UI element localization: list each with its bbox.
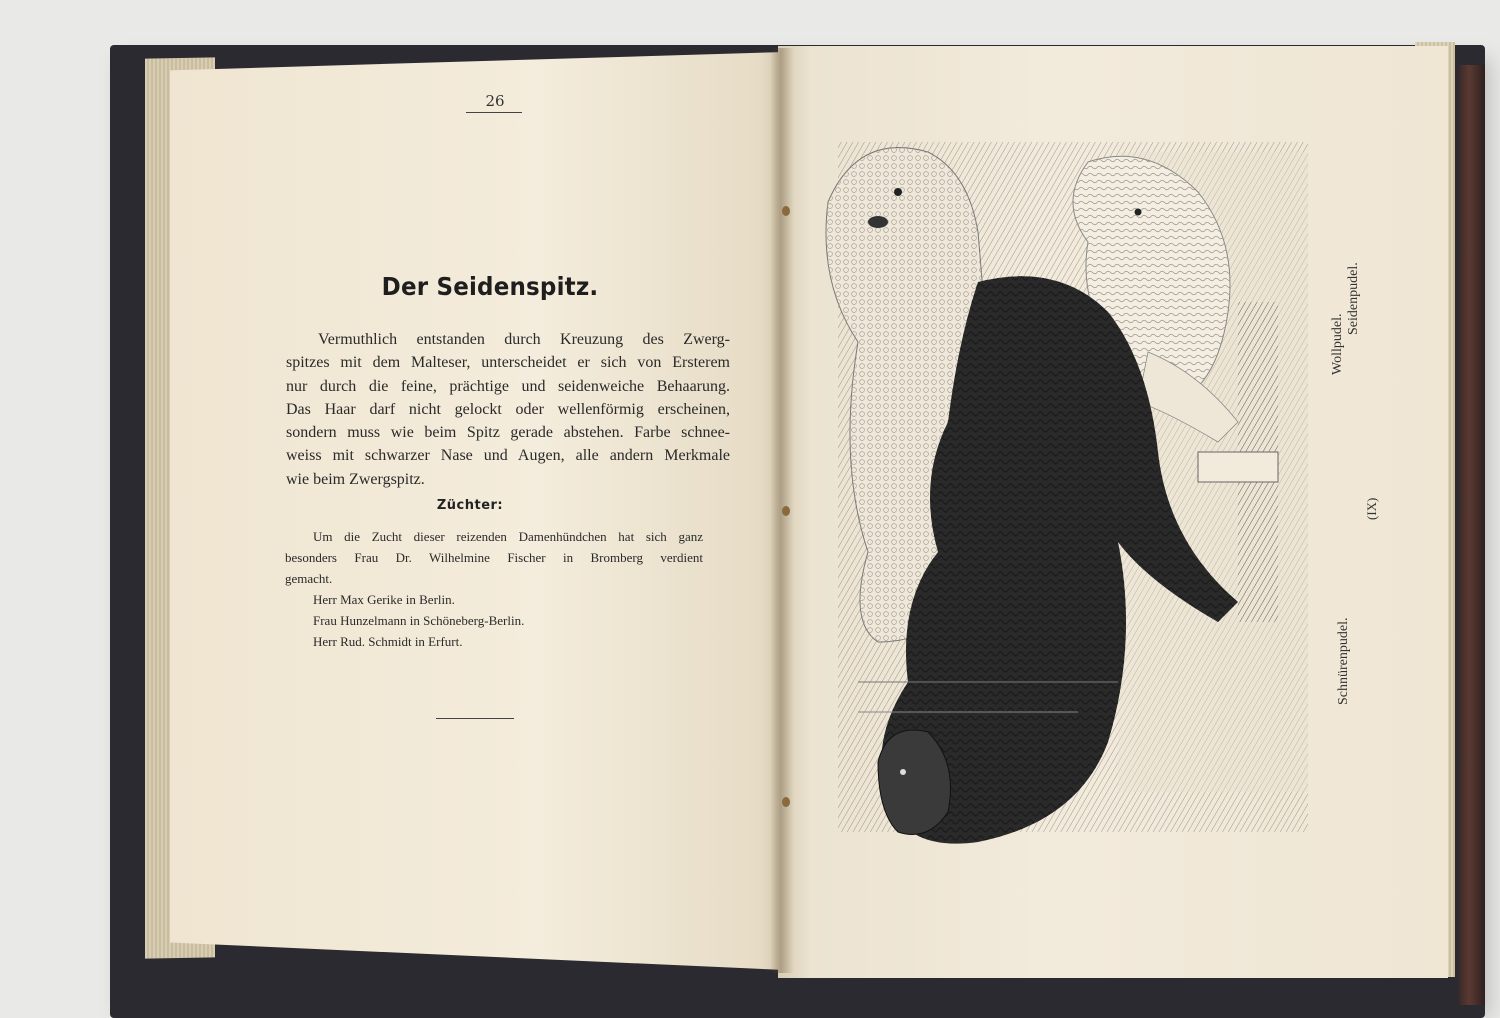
plate-number: (IX) <box>1364 497 1379 520</box>
text-line: wie beim Zwergspitz. <box>286 470 425 488</box>
cover-spine-edge <box>1459 65 1485 1005</box>
end-rule <box>436 718 514 719</box>
caption-schnurenpudel: Schnürenpudel. <box>1336 617 1351 705</box>
text-line: Das Haar darf nicht gelockt oder wellenförmig erscheinen, <box>286 400 730 418</box>
caption-wollpudel: Wollpudel. <box>1330 313 1345 375</box>
text-line: Herr Rud. Schmidt in Erfurt. <box>313 634 463 649</box>
page-title: Der Seidenspitz. <box>381 272 599 301</box>
text-line: besonders Frau Dr. Wilhelmine Fischer in Bromberg verdient <box>285 550 703 565</box>
breeders-list <box>285 526 703 652</box>
text-line: Herr Max Gerike in Berlin. <box>313 592 455 607</box>
text-line: nur durch die feine, prächtige und seidenweiche Behaarung. <box>286 377 730 395</box>
binding-thread <box>782 506 790 516</box>
header-rule <box>466 112 522 113</box>
text-line: sondern muss wie beim Spitz gerade abstehen. Farbe schnee- <box>286 424 730 442</box>
binding-thread <box>782 206 790 216</box>
page-number: 26 <box>485 92 505 110</box>
description-paragraph <box>286 328 730 491</box>
text-line: Frau Hunzelmann in Schöneberg-Berlin. <box>313 613 525 628</box>
text-line: gemacht. <box>285 571 333 586</box>
text-line: spitzes mit dem Malteser, unterscheidet er sich von Ersterem <box>286 354 730 372</box>
breeders-heading: Züchter: <box>436 498 504 513</box>
poodle-engraving-illustration <box>818 122 1318 862</box>
text-line: weiss mit schwarzer Nase und Augen, alle andern Merkmale <box>286 447 730 465</box>
text-line: Um die Zucht dieser reizenden Damenhündchen hat sich ganz <box>313 529 703 544</box>
caption-seidenpudel: Seidenpudel. <box>1346 262 1361 335</box>
text-line: Vermuthlich entstanden durch Kreuzung des Zwerg- <box>318 331 730 348</box>
binding-thread <box>782 797 790 807</box>
